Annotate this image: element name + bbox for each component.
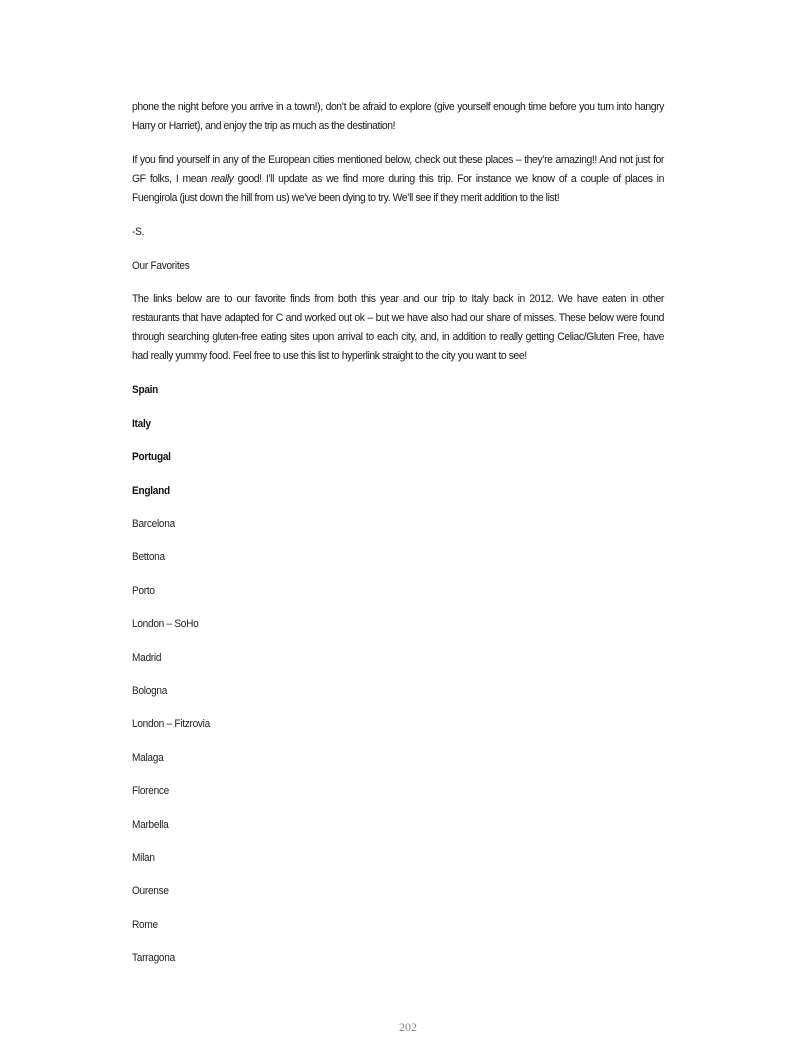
page-number: 202 [399,1020,417,1034]
city-item-marbella: Marbella [132,818,169,831]
intro-paragraph: phone the night before you arrive in a town!), don’t be afraid to explore (give yourself enough time before you turn into hangry Harry or Harriet), and enjoy the trip as much as the destination! [132,101,664,132]
favorites-paragraph: The links below are to our favorite finds from both this year and our trip to Italy back in 2012. We have eaten in other restaurants that have adapted for C and worked out ok – but we have also had our share of misses. These below were found through searching gluten-free eating sites upon arrival to each city, and, in addition to really getting Celiac/Gluten Free, have had really yummy food. Feel free to use this list to hyperlink straight to the city you want to see! [132,293,664,362]
city-item-london-fitzrovia: London – Fitzrovia [132,718,210,731]
city-item-london-soho: London – SoHo [132,618,199,631]
signature: -S. [132,226,145,238]
city-item-milan: Milan [132,851,155,864]
page-body [132,98,664,982]
city-item-tarragona: Tarragona [132,952,175,965]
country-link-portugal[interactable]: Portugal [132,451,171,463]
country-link-spain[interactable]: Spain [132,384,159,396]
emphasis-really: really [211,173,234,185]
city-item-ourense: Ourense [132,885,169,898]
city-item-porto: Porto [132,584,155,597]
city-item-bologna: Bologna [132,684,168,697]
city-item-madrid: Madrid [132,651,162,664]
country-link-england[interactable]: England [132,484,170,497]
section-heading: Our Favorites [132,259,190,272]
cities-paragraph-start: If you find yourself in any of the European cities mentioned below, check out these places – they’re amazing!! And not just for GF folks, I mean [132,154,664,185]
city-item-barcelona: Barcelona [132,518,175,530]
city-item-florence: Florence [132,785,170,798]
country-link-italy[interactable]: Italy [132,417,151,430]
cities-paragraph [132,151,664,208]
city-item-malaga: Malaga [132,751,164,764]
city-item-rome: Rome [132,918,158,931]
cities-paragraph-end: good! I’ll update as we find more during this trip. For instance we know of a couple of places in Fuengirola (just down the hill from us) we’ve been dying to try. We’ll see if they merit addition to the list! [132,173,664,204]
city-item-bettona: Bettona [132,551,165,564]
